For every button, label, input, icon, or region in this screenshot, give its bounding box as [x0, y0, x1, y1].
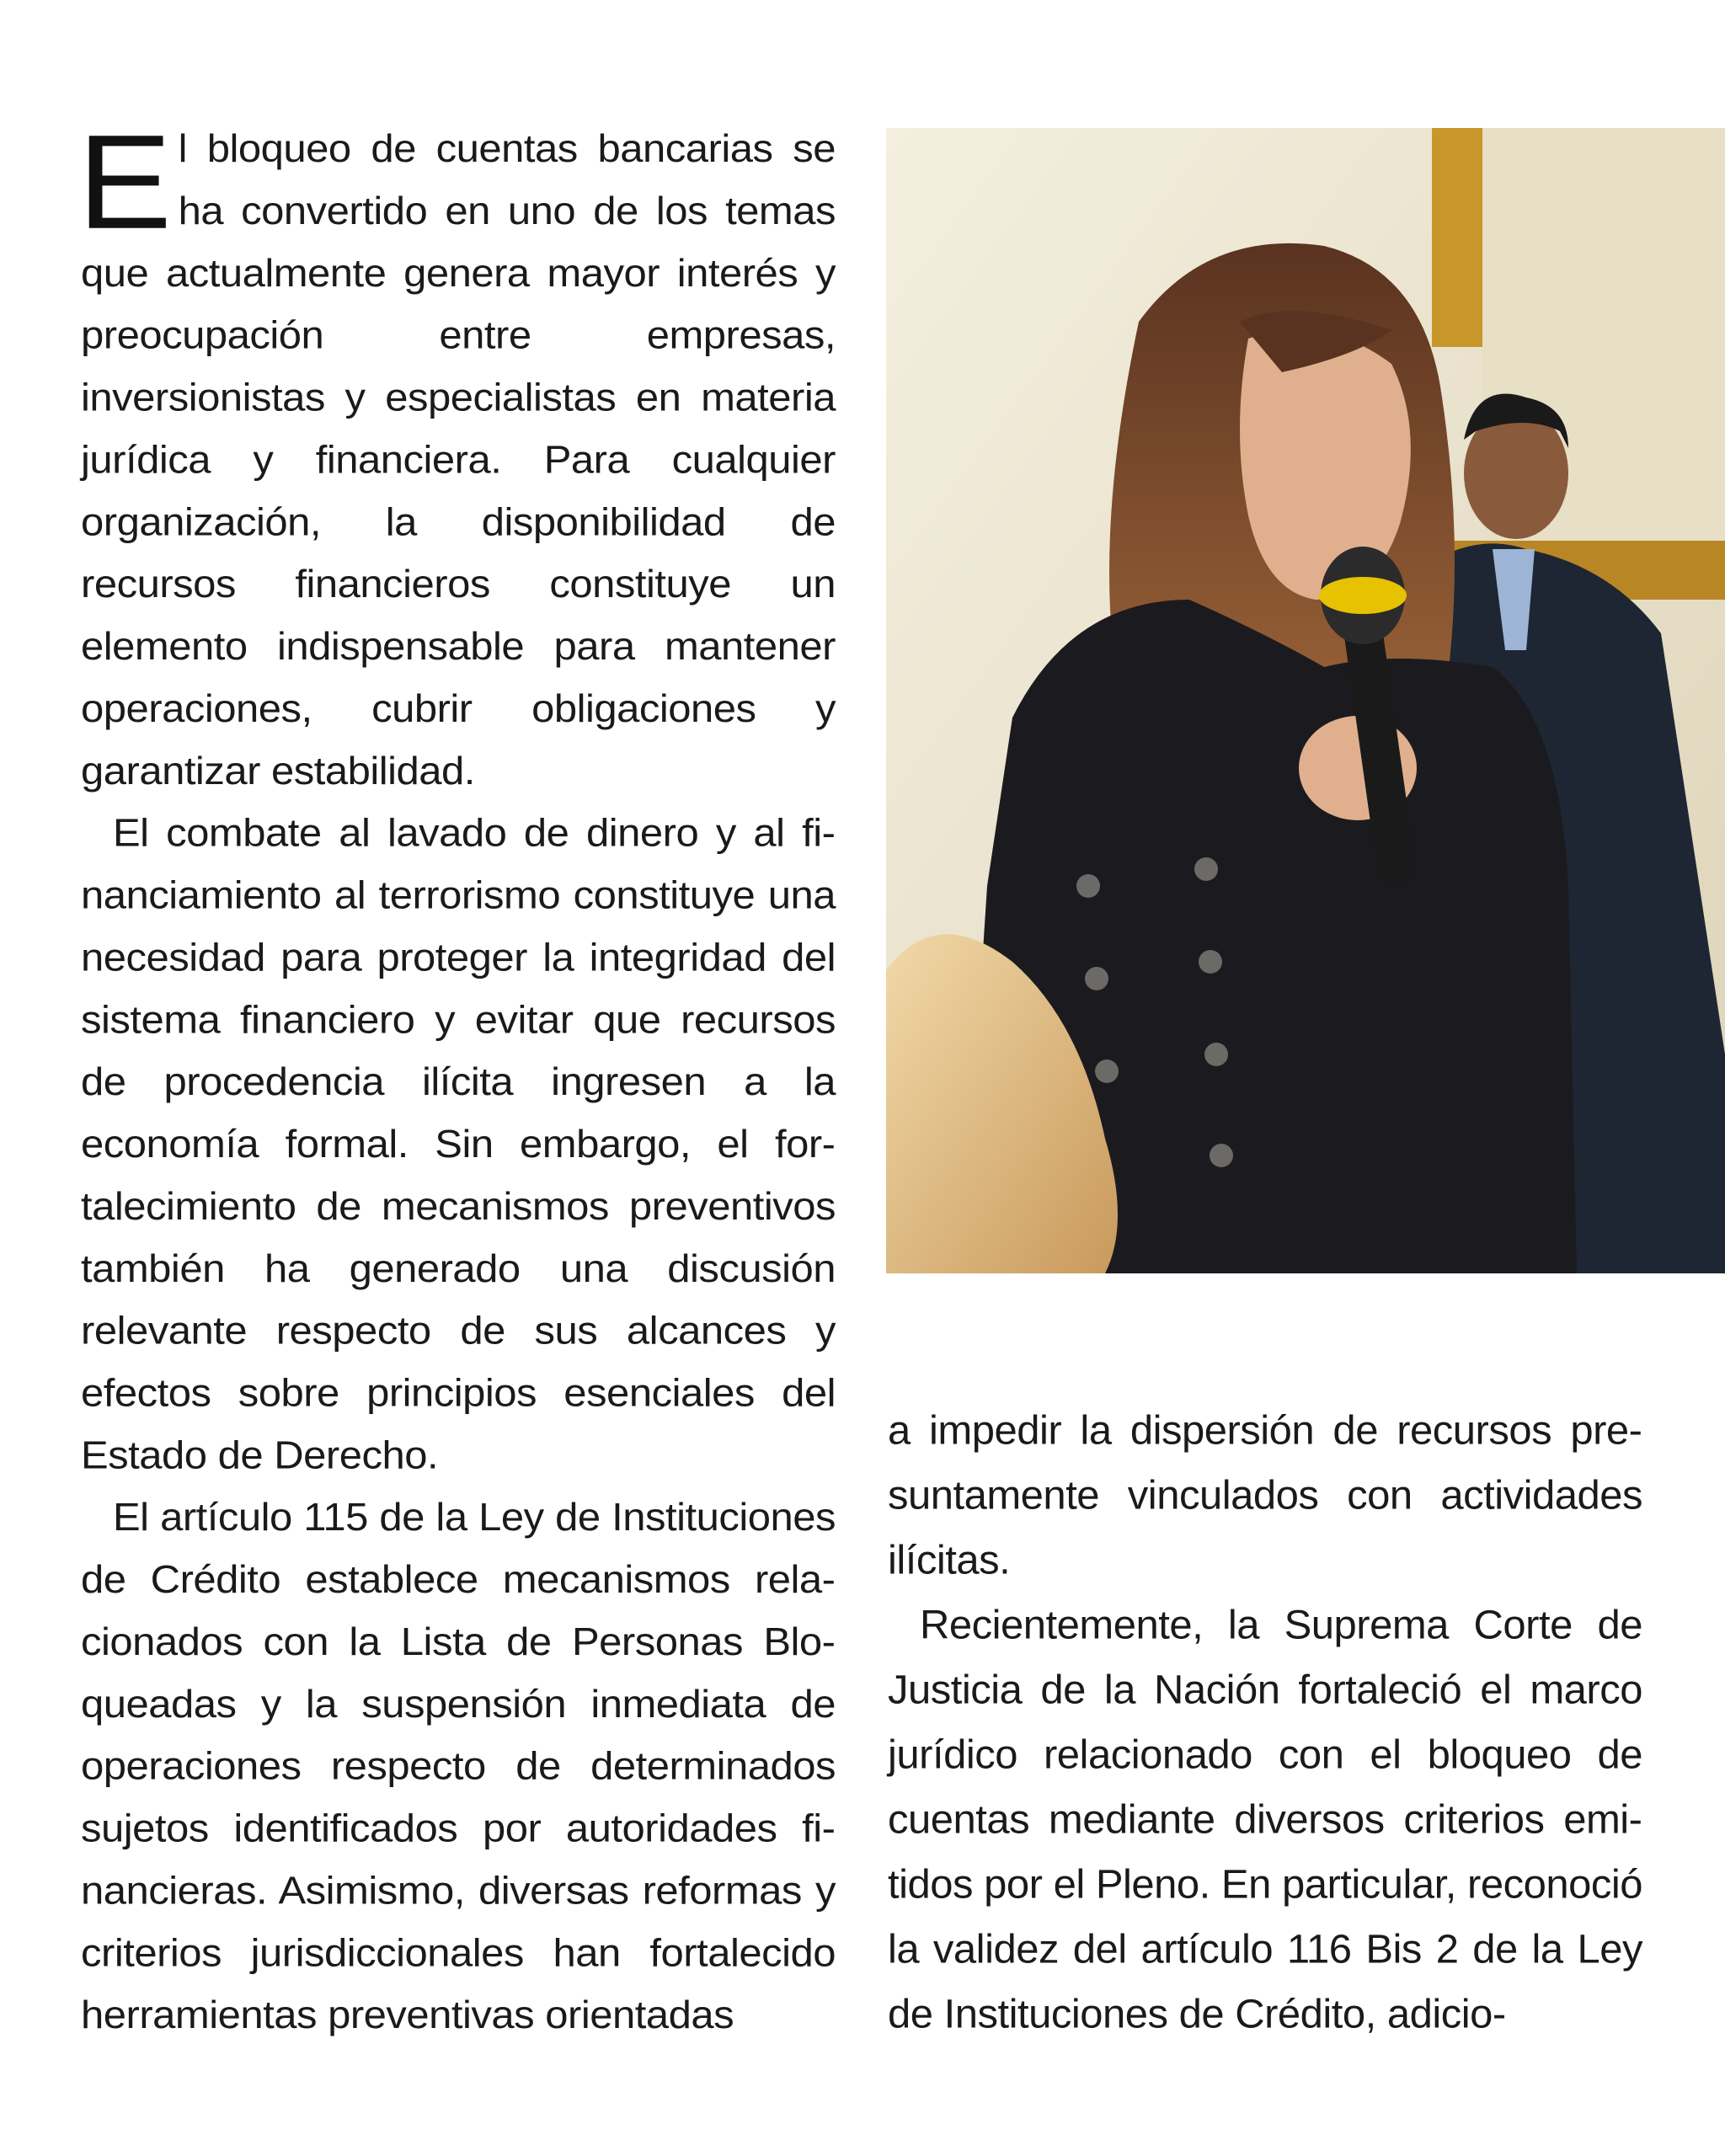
drop-cap: E [77, 106, 172, 257]
paragraph-4: a impedir la dispersión de recursos presuntamente vinculados con actividades ilícitas. [888, 1407, 1642, 1583]
article-photo [886, 128, 1725, 1273]
left-column [77, 106, 836, 2047]
paragraph-2: El combate al lavado de dinero y al financiamiento al terrorismo constituye una necesidad para proteger la integridad del sistema financiero y evitar que recursos de procedencia ilícita ingresen a la economía formal. Sin embargo, el fortalecimiento de mecanismos preventivos también ha generado una discusión relevante respecto de sus alcances y efectos sobre principios esenciales del Estado de Derecho. [81, 811, 836, 1477]
paragraph-1 [77, 106, 836, 803]
frame-left [1432, 128, 1482, 347]
right-column [888, 1398, 1642, 2047]
paragraph-5: Recientemente, la Suprema Corte de Justicia de la Nación fortaleció el marco jurídico relacionado con el bloqueo de cuentas mediante diversos criterios emitidos por el Pleno. En particular, reconoció la validez del artículo 116 Bis 2 de la Ley de Instituciones de Crédito, adicio- [888, 1602, 1642, 2037]
paragraph-3: El artículo 115 de la Ley de Instituciones de Crédito establece mecanismos relacionados con la Lista de Personas Bloqueadas y la suspensión inmediata de operaciones respecto de determinados sujetos identificados por autoridades financieras. Asimismo, diversas reformas y criterios jurisdiccionales han fortalecido herramientas preventivas orientadas [81, 1496, 836, 2037]
speaker-photo-illustration [886, 128, 1725, 1273]
paragraph-1-text: l bloqueo de cuentas bancarias se ha convertido en uno de los temas que actualmente genera mayor interés y preocupación entre empresas, inversionistas y especialistas en materia jurídica y financiera. Para cualquier organización, la disponibilidad de recursos financieros constituye un elemento indispensable para mantener operaciones, cubrir obligaciones y garantizar estabilidad. [81, 127, 836, 793]
